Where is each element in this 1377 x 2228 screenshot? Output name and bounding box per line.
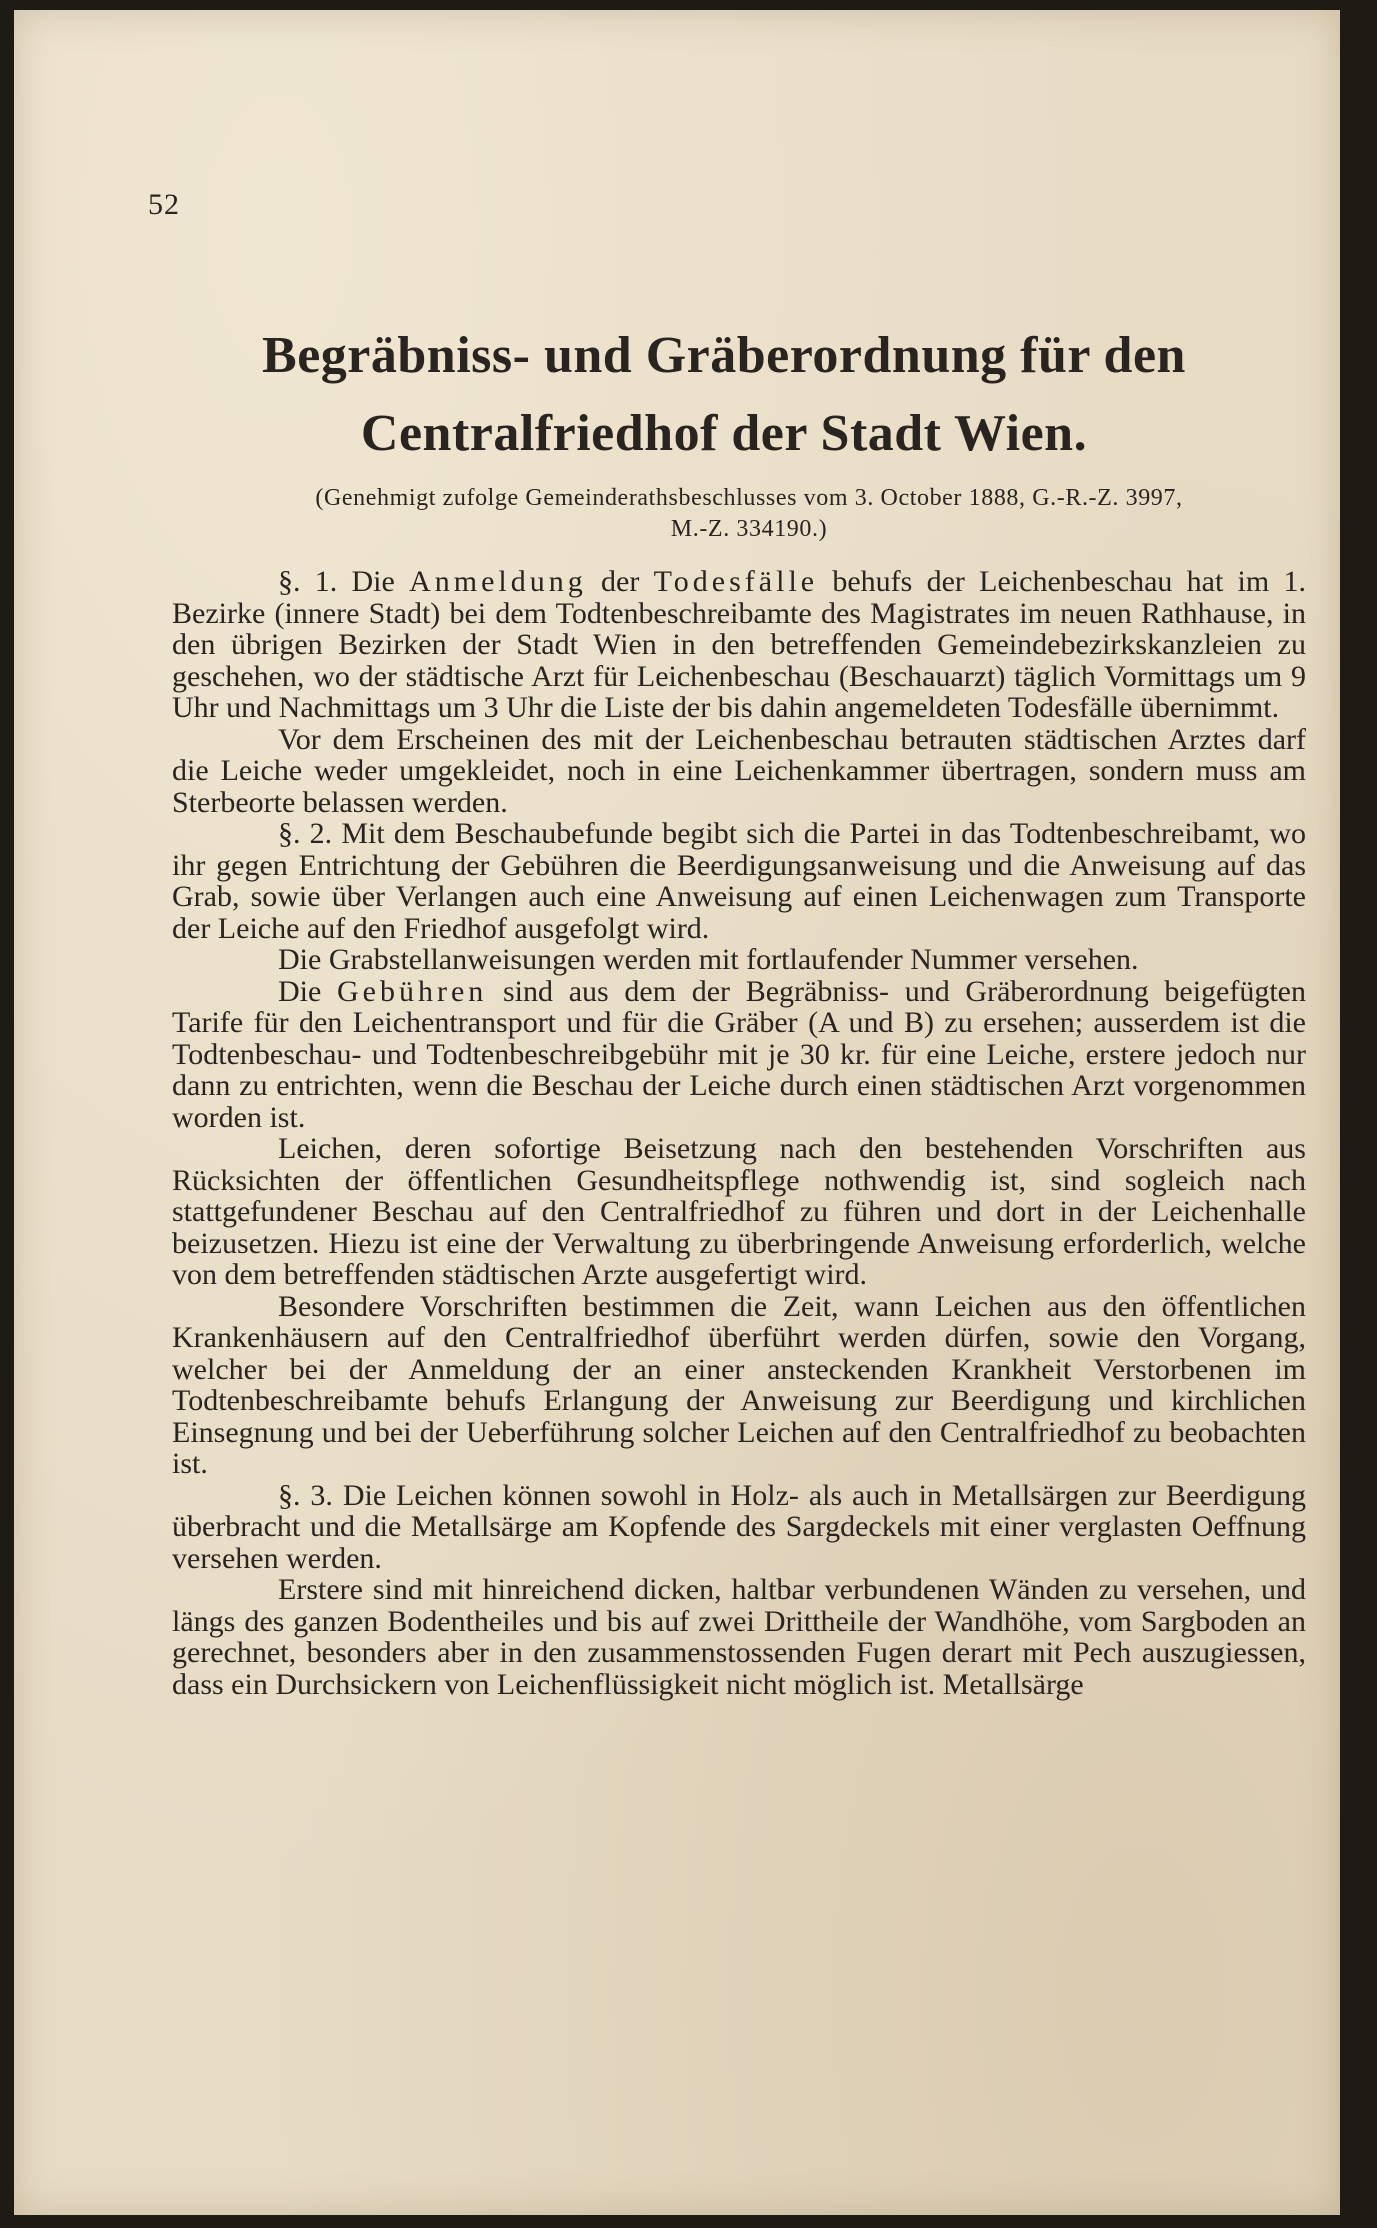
paragraph-1 xyxy=(172,566,1306,724)
title-line-2: Centralfriedhof der Stadt Wien. xyxy=(360,405,1088,462)
paragraph-6: Leichen, deren sofortige Beisetzung nach den bestehenden Vorschriften aus Rücksichten der öffentlichen Gesundheitspflege nothwendig ist, sind sogleich nach stattgefundener Beschau auf den Centralfriedhof zu führen und dort in der Leichenhalle beizusetzen. Hiezu ist eine der Verwaltung zu überbringende Anweisung erforderlich, welche von dem betreffenden städtischen Arzte ausgefertigt wird. xyxy=(172,1132,1306,1291)
paragraph-4: Die Grabstellanweisungen werden mit fortlaufender Nummer versehen. xyxy=(278,943,1139,976)
paragraph-1-mid: der xyxy=(586,565,654,598)
paragraph-3: §. 2. Mit dem Beschaubefunde begibt sich die Partei in das Todtenbeschreibamt, wo ihr gegen Entrichtung der Gebühren die Beerdigungsanweisung und die Anweisung auf das Grab, sowie über Verlangen auch eine Anweisung auf einen Leichenwagen zum Transporte der Leiche auf den Friedhof ausgefolgt wird. xyxy=(172,817,1306,945)
paragraph-1-emphasis-2: Todesfälle xyxy=(653,565,819,598)
paragraph-5 xyxy=(172,976,1306,1134)
paragraph-1-emphasis: Anmeldung xyxy=(409,565,587,598)
paragraph-9: Erstere sind mit hinreichend dicken, haltbar verbundenen Wänden zu versehen, und längs des ganzen Bodentheiles und bis auf zwei Drittheile der Wandhöhe, vom Sargboden an gerechnet, besonders aber in den zusammenstossenden Fugen derart mit Pech auszugiessen, dass ein Durchsickern von Leichenflüssigkeit nicht möglich ist. Metallsärge xyxy=(172,1573,1306,1701)
paragraph-5-lead: Die xyxy=(278,974,338,1008)
paragraph-1-rest: behufs der Leichenbeschau hat im 1. Bezirke (innere Stadt) bei dem Todtenbeschreibamte des Magistrates im neuen Rathhause, in den übrigen Bezirken der Stadt Wien in den betreffenden Gemeindebezirkskanzleien zu geschehen, wo der städtische Arzt für Leichenbeschau (Beschauarzt) täglich Vormittags um 9 Uhr und Nachmittags um 3 Uhr die Liste der bis dahin angemeldeten Todesfälle übernimmt. xyxy=(172,565,1306,724)
body-text xyxy=(172,566,1306,1700)
paragraph-8: §. 3. Die Leichen können sowohl in Holz- als auch in Metallsärgen zur Beerdigung überbracht und die Metallsärge am Kopfende des Sargdeckels mit einer verglasten Oeffnung versehen werden. xyxy=(172,1478,1306,1575)
paragraph-2: Vor dem Erscheinen des mit der Leichenbeschau betrauten städtischen Arztes darf die Leiche weder umgekleidet, noch in eine Leichenkammer übertragen, sondern muss am Sterbeorte belassen werden. xyxy=(172,722,1306,819)
subtitle-line-1: (Genehmigt zufolge Gemeinderathsbeschlusses vom 3. October 1888, G.-R.-Z. 3997, xyxy=(315,485,1183,511)
subtitle-line-2: M.-Z. 334190.) xyxy=(670,516,828,542)
paragraph-1-lead: §. 1. Die xyxy=(278,565,410,598)
page-number: 52 xyxy=(148,188,180,221)
paragraph-5-rest: sind aus dem der Begräbniss- und Gräberordnung beigefügten Tarife für den Leichentransport und für die Gräber (A und B) zu ersehen; ausserdem ist die Todtenbeschau- und Todtenbeschreibgebühr mit je 30 kr. für eine Leiche, erstere jedoch nur dann zu entrichten, wenn die Beschau der Leiche durch einen städtischen Arzt vorgenommen worden ist. xyxy=(172,974,1306,1134)
title-line-1: Begräbniss- und Gräberordnung für den xyxy=(262,327,1186,384)
paragraph-5-emphasis: Gebühren xyxy=(337,974,488,1008)
paragraph-7: Besondere Vorschriften bestimmen die Zeit, wann Leichen aus den öffentlichen Krankenhäusern auf den Centralfriedhof überführt werden dürfen, sowie den Vorgang, welcher bei der Anmeldung der an einer ansteckenden Krankheit Verstorbenen im Todtenbeschreibamte behufs Erlangung der Anweisung zur Beerdigung und kirchlichen Einsegnung und bei der Ueberführung solcher Leichen auf den Centralfriedhof zu beobachten ist. xyxy=(172,1289,1306,1480)
document-page xyxy=(14,10,1340,2215)
